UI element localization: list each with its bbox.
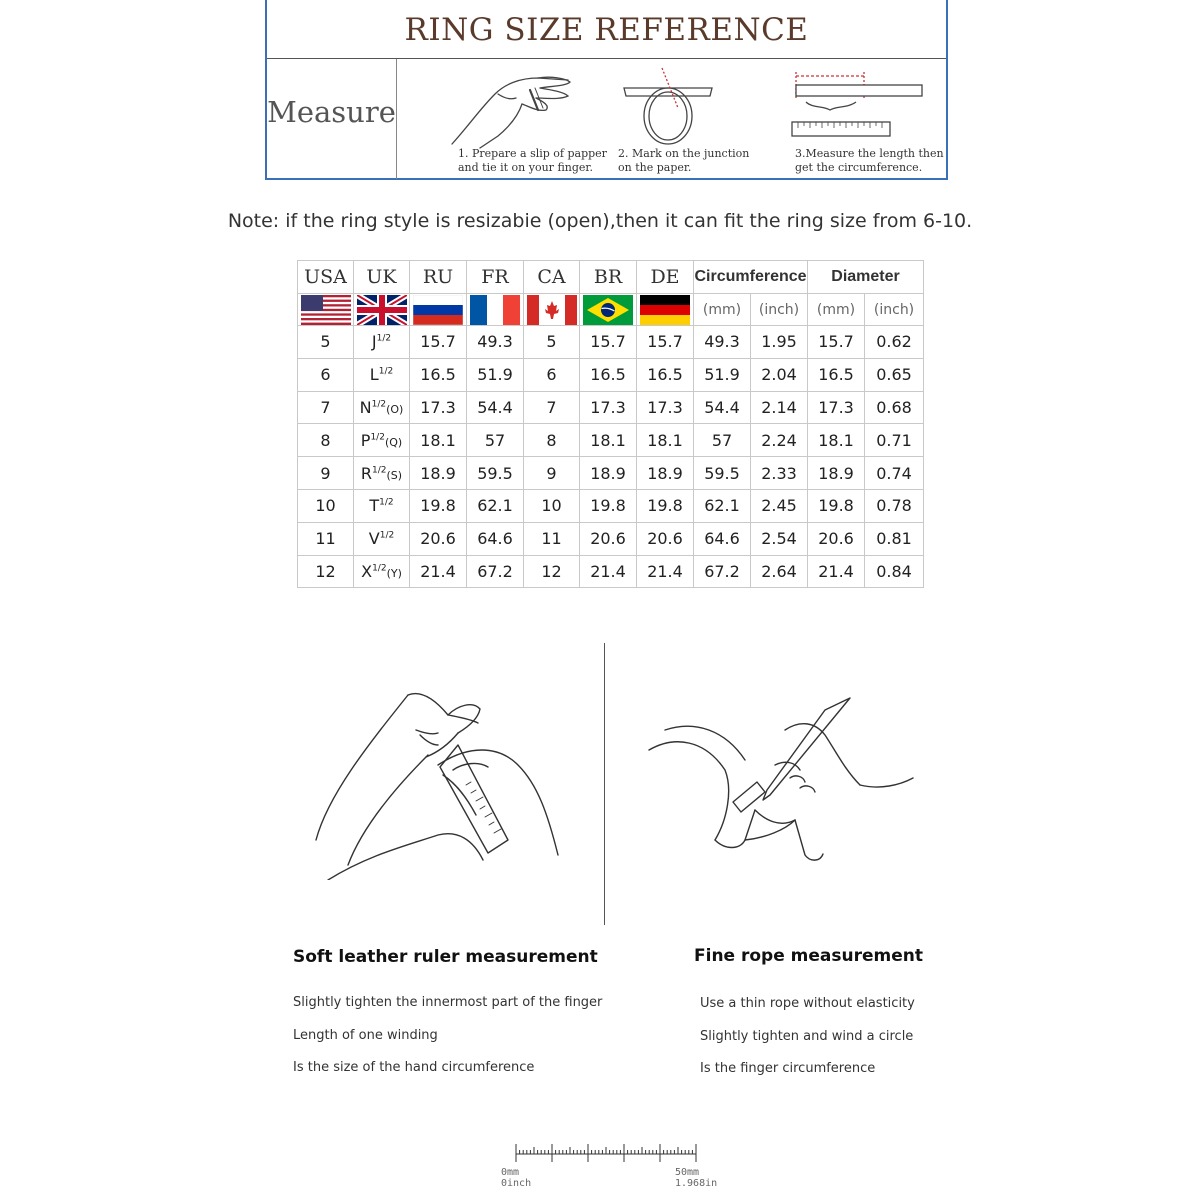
title-divider — [267, 58, 946, 59]
cell-ru: 19.8 — [410, 489, 467, 522]
scale-ruler — [514, 1142, 699, 1166]
cell-uk — [354, 457, 410, 490]
cell-fr: 51.9 — [467, 358, 524, 391]
cell-circ-mm: 59.5 — [694, 457, 751, 490]
cell-de: 21.4 — [637, 555, 694, 588]
measure-separator — [396, 59, 397, 179]
ruler-strip-icon — [788, 68, 928, 143]
step-1-caption: 1. Prepare a slip of papper and tie it on your finger. — [458, 147, 607, 174]
cell-fr: 57 — [467, 424, 524, 457]
hand-paper-slip-icon — [440, 64, 580, 149]
cell-usa: 7 — [298, 391, 354, 424]
uk-letter: L — [369, 365, 379, 385]
cell-circ-mm: 64.6 — [694, 522, 751, 555]
header-usa: USA — [298, 261, 354, 294]
flag-cell-fr — [467, 294, 524, 326]
table-row — [298, 457, 924, 490]
uk-letter: R — [360, 463, 373, 483]
cell-br: 17.3 — [580, 391, 637, 424]
cell-circ-in: 2.64 — [751, 555, 808, 588]
page-title: RING SIZE REFERENCE — [404, 12, 809, 48]
cell-dia-mm: 21.4 — [808, 555, 865, 588]
cell-ca: 7 — [524, 391, 580, 424]
cell-ca: 9 — [524, 457, 580, 490]
cell-fr: 67.2 — [467, 555, 524, 588]
cell-ru: 18.9 — [410, 457, 467, 490]
cell-dia-mm: 20.6 — [808, 522, 865, 555]
cell-dia-in: 0.68 — [865, 391, 924, 424]
russia-flag-icon — [413, 295, 463, 325]
uk-alt: (S) — [386, 468, 403, 482]
right-method-line-3: Is the finger circumference — [700, 1061, 876, 1076]
cell-dia-in: 0.74 — [865, 457, 924, 490]
cell-ru: 15.7 — [410, 326, 467, 359]
step-2-caption: 2. Mark on the junction on the paper. — [618, 147, 750, 174]
resizable-note: Note: if the ring style is resizabie (open),then it can fit the ring size from 6-10. — [227, 210, 973, 232]
cell-circ-mm: 62.1 — [694, 489, 751, 522]
uk-flag-icon — [357, 295, 407, 325]
table-row — [298, 555, 924, 588]
table-row — [298, 358, 924, 391]
right-method-title: Fine rope measurement — [694, 946, 923, 966]
cell-br: 15.7 — [580, 326, 637, 359]
uk-letter: P — [360, 430, 371, 450]
cell-ru: 18.1 — [410, 424, 467, 457]
cell-dia-mm: 17.3 — [808, 391, 865, 424]
cell-ca: 8 — [524, 424, 580, 457]
section-divider — [604, 643, 605, 925]
cell-br: 18.9 — [580, 457, 637, 490]
cell-circ-in: 2.14 — [751, 391, 808, 424]
brazil-flag-icon — [583, 295, 633, 325]
header-ru: RU — [410, 261, 467, 294]
cell-usa: 10 — [298, 489, 354, 522]
cell-circ-mm: 57 — [694, 424, 751, 457]
cell-dia-mm: 18.9 — [808, 457, 865, 490]
flag-cell-ru — [410, 294, 467, 326]
header-uk: UK — [354, 261, 410, 294]
table-row — [298, 326, 924, 359]
cell-usa: 8 — [298, 424, 354, 457]
uk-letter: V — [368, 529, 380, 549]
cell-ca: 6 — [524, 358, 580, 391]
header-circumference: Circumference — [694, 261, 808, 294]
france-flag-icon — [470, 295, 520, 325]
uk-letter: N — [359, 397, 372, 417]
header-de: DE — [637, 261, 694, 294]
cell-ru: 21.4 — [410, 555, 467, 588]
header-br: BR — [580, 261, 637, 294]
cell-ca: 5 — [524, 326, 580, 359]
flag-cell-br — [580, 294, 637, 326]
cell-circ-mm: 67.2 — [694, 555, 751, 588]
cell-fr: 54.4 — [467, 391, 524, 424]
cell-dia-in: 0.62 — [865, 326, 924, 359]
left-method-line-1: Slightly tighten the innermost part of the finger — [293, 995, 603, 1010]
cell-circ-mm: 51.9 — [694, 358, 751, 391]
cell-dia-in: 0.84 — [865, 555, 924, 588]
hand-with-ruler-icon — [308, 675, 568, 880]
cell-de: 18.9 — [637, 457, 694, 490]
cell-circ-in: 2.45 — [751, 489, 808, 522]
uk-fraction: 1/2 — [370, 432, 385, 443]
cell-circ-in: 2.33 — [751, 457, 808, 490]
cell-br: 21.4 — [580, 555, 637, 588]
uk-alt: (Y) — [386, 566, 402, 580]
cell-dia-mm: 19.8 — [808, 489, 865, 522]
cell-dia-in: 0.78 — [865, 489, 924, 522]
cell-de: 19.8 — [637, 489, 694, 522]
right-method-line-2: Slightly tighten and wind a circle — [700, 1029, 914, 1044]
table-row — [298, 522, 924, 555]
uk-letter: J — [371, 332, 377, 352]
cell-usa: 11 — [298, 522, 354, 555]
hand-with-pen-icon — [645, 690, 915, 875]
left-method-line-2: Length of one winding — [293, 1028, 438, 1043]
cell-usa: 5 — [298, 326, 354, 359]
left-method-title: Soft leather ruler measurement — [293, 947, 598, 967]
left-method-line-3: Is the size of the hand circumference — [293, 1060, 535, 1075]
cell-dia-mm: 15.7 — [808, 326, 865, 359]
cell-circ-in: 2.24 — [751, 424, 808, 457]
cell-uk — [354, 555, 410, 588]
cell-usa: 12 — [298, 555, 354, 588]
cell-ru: 20.6 — [410, 522, 467, 555]
cell-ca: 12 — [524, 555, 580, 588]
header-ca: CA — [524, 261, 580, 294]
header-fr: FR — [467, 261, 524, 294]
paper-loop-icon — [618, 64, 718, 149]
cell-br: 19.8 — [580, 489, 637, 522]
canada-flag-icon — [527, 295, 577, 325]
uk-letter: T — [369, 496, 380, 516]
flag-cell-ca — [524, 294, 580, 326]
cell-dia-mm: 18.1 — [808, 424, 865, 457]
uk-fraction: 1/2 — [372, 563, 387, 574]
cell-ca: 10 — [524, 489, 580, 522]
cell-uk — [354, 489, 410, 522]
cell-circ-in: 2.04 — [751, 358, 808, 391]
cell-ru: 16.5 — [410, 358, 467, 391]
cell-uk — [354, 358, 410, 391]
cell-uk — [354, 391, 410, 424]
table-row — [298, 391, 924, 424]
uk-fraction: 1/2 — [376, 334, 392, 345]
flag-cell-usa — [298, 294, 354, 326]
us-flag-icon — [301, 295, 351, 325]
unit-dia-inch: (inch) — [865, 294, 924, 326]
cell-fr: 59.5 — [467, 457, 524, 490]
cell-dia-mm: 16.5 — [808, 358, 865, 391]
cell-dia-in: 0.71 — [865, 424, 924, 457]
flag-cell-uk — [354, 294, 410, 326]
uk-fraction: 1/2 — [378, 366, 394, 377]
cell-uk — [354, 522, 410, 555]
cell-de: 16.5 — [637, 358, 694, 391]
cell-circ-in: 1.95 — [751, 326, 808, 359]
cell-ru: 17.3 — [410, 391, 467, 424]
cell-br: 18.1 — [580, 424, 637, 457]
cell-fr: 49.3 — [467, 326, 524, 359]
unit-circ-mm: (mm) — [694, 294, 751, 326]
header-diameter: Diameter — [808, 261, 924, 294]
cell-ca: 11 — [524, 522, 580, 555]
size-rows — [298, 326, 924, 588]
cell-br: 16.5 — [580, 358, 637, 391]
cell-de: 18.1 — [637, 424, 694, 457]
unit-dia-mm: (mm) — [808, 294, 865, 326]
uk-alt: (Q) — [384, 435, 403, 449]
cell-de: 15.7 — [637, 326, 694, 359]
table-row — [298, 424, 924, 457]
scale-right-label: 50mm 1.968in — [675, 1167, 718, 1189]
cell-fr: 62.1 — [467, 489, 524, 522]
measure-label: Measure — [267, 95, 396, 129]
table-row — [298, 489, 924, 522]
uk-fraction: 1/2 — [379, 530, 395, 541]
uk-fraction: 1/2 — [371, 399, 387, 410]
uk-letter: X — [361, 561, 373, 581]
cell-fr: 64.6 — [467, 522, 524, 555]
right-method-line-1: Use a thin rope without elasticity — [700, 996, 915, 1011]
cell-de: 17.3 — [637, 391, 694, 424]
unit-circ-inch: (inch) — [751, 294, 808, 326]
cell-de: 20.6 — [637, 522, 694, 555]
germany-flag-icon — [640, 295, 690, 325]
cell-dia-in: 0.65 — [865, 358, 924, 391]
scale-left-label: 0mm 0inch — [501, 1167, 532, 1189]
cell-circ-mm: 49.3 — [694, 326, 751, 359]
ring-size-table — [297, 260, 923, 587]
uk-alt: (O) — [386, 402, 404, 416]
cell-usa: 6 — [298, 358, 354, 391]
uk-fraction: 1/2 — [372, 465, 387, 476]
step-3-caption: 3.Measure the length then get the circumference. — [795, 147, 944, 174]
uk-fraction: 1/2 — [379, 498, 394, 509]
cell-uk — [354, 326, 410, 359]
cell-br: 20.6 — [580, 522, 637, 555]
cell-usa: 9 — [298, 457, 354, 490]
cell-circ-in: 2.54 — [751, 522, 808, 555]
flag-cell-de — [637, 294, 694, 326]
cell-dia-in: 0.81 — [865, 522, 924, 555]
cell-circ-mm: 54.4 — [694, 391, 751, 424]
cell-uk — [354, 424, 410, 457]
